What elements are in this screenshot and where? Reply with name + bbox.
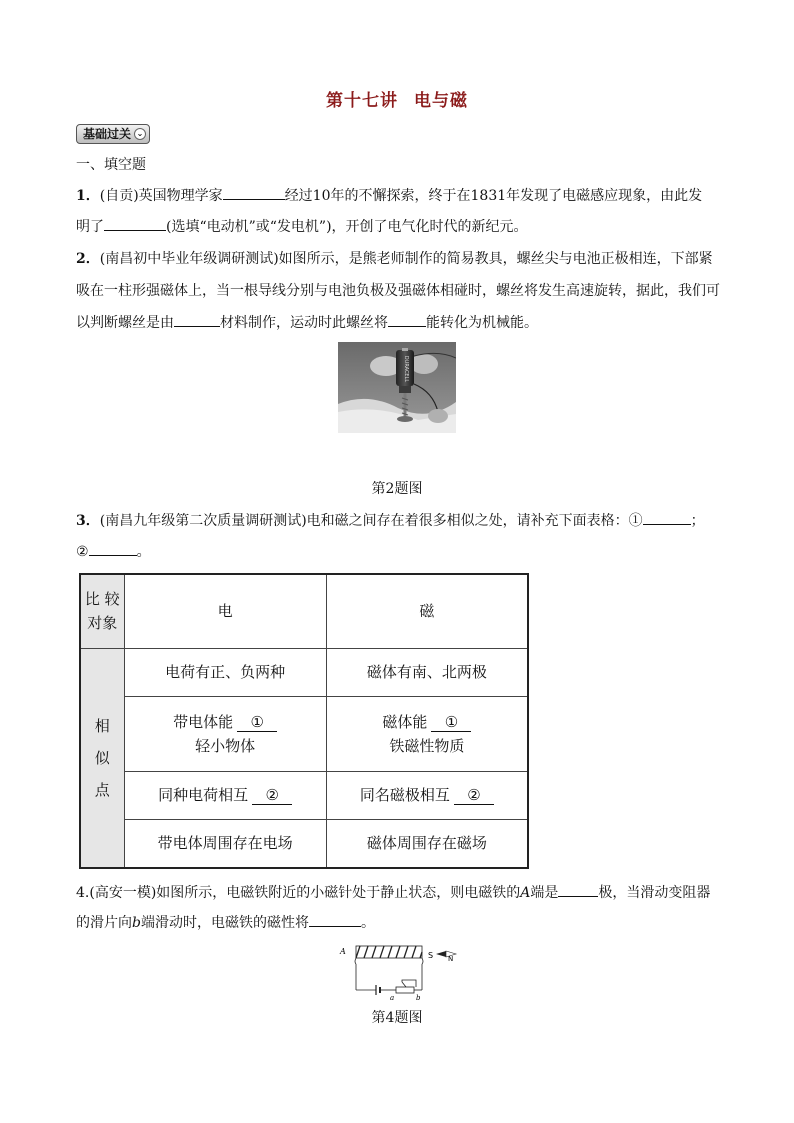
badge-label: 基础过关 (83, 127, 132, 141)
table-cell: 同种电荷相互 ② (124, 771, 326, 819)
label-N: N (448, 955, 454, 963)
question-3-line-2: ② 。 (76, 544, 151, 560)
answer-blank (643, 511, 691, 525)
comparison-table (79, 573, 529, 869)
question-2-line-1: 2．(南昌初中毕业年级调研测试)如图所示，是熊老师制作的简易教具，螺丝尖与电池正极相连，下部紧 (76, 251, 713, 267)
page-title: 第十七讲 电与磁 (326, 91, 468, 111)
table-header-side: 比 较 对象 (80, 574, 124, 648)
table-cell: 磁体能 ① 铁磁性物质 (326, 696, 528, 771)
question-2-line-3: 以判断螺丝是由 材料制作，运动时此螺丝将 能转化为机械能。 (76, 315, 538, 331)
answer-blank (388, 313, 426, 327)
electromagnet-circuit-diagram (336, 942, 460, 1002)
chevron-down-icon: ⌄ (134, 128, 146, 140)
table-cell: 带电体能 ① 轻小物体 (124, 696, 326, 771)
table-row (80, 819, 528, 868)
question-4-line-2: 的滑片向b端滑动时，电磁铁的磁性将 。 (76, 915, 375, 931)
question-2-line-2: 吸在一柱形强磁体上，当一根导线分别与电池负极及强磁体相碰时，螺丝将发生高速旋转，据此，我们可 (76, 283, 720, 299)
table-row (80, 696, 528, 771)
table-header-electric: 电 (124, 574, 326, 648)
answer-blank (174, 313, 220, 327)
question-4-line-1: 4.(高安一模)如图所示，电磁铁附近的小磁针处于静止状态，则电磁铁的A端是 极，当滑动变阻器 (76, 885, 711, 901)
label-a: a (390, 994, 395, 1002)
table-cell: 电荷有正、负两种 (124, 648, 326, 696)
table-row (80, 648, 528, 696)
table-header-magnetic: 磁 (326, 574, 528, 648)
question-4-caption: 第4题图 (371, 1010, 423, 1026)
table-side-similarity: 相 似 点 (80, 648, 124, 868)
table-row (80, 771, 528, 819)
battery-label: DURACELL (403, 355, 409, 383)
label-A: A (340, 947, 346, 956)
answer-blank (558, 883, 598, 897)
section-badge (76, 124, 150, 144)
label-b: b (416, 994, 421, 1002)
question-1-line-1: 1．(自贡)英国物理学家 经过10年的不懈探索，终于在1831年发现了电磁感应现象，由此发 (76, 188, 703, 204)
question-2-photo (338, 342, 456, 433)
answer-blank (104, 217, 166, 231)
answer-blank (89, 542, 137, 556)
table-cell: 同名磁极相互 ② (326, 771, 528, 819)
table-cell: 带电体周围存在电场 (124, 819, 326, 868)
section-heading: 一、填空题 (76, 157, 146, 173)
table-row (80, 574, 528, 648)
table-cell: 磁体有南、北两极 (326, 648, 528, 696)
answer-blank (309, 913, 361, 927)
question-2-caption: 第2题图 (371, 481, 423, 497)
table-cell: 磁体周围存在磁场 (326, 819, 528, 868)
answer-blank (223, 186, 285, 200)
question-1-line-2: 明了 (选填“电动机”或“发电机”)，开创了电气化时代的新纪元。 (76, 219, 528, 235)
question-3-line-1: 3．(南昌九年级第二次质量调研测试)电和磁之间存在着很多相似之处，请补充下面表格：① ； (76, 513, 705, 529)
label-S: S (428, 951, 434, 960)
